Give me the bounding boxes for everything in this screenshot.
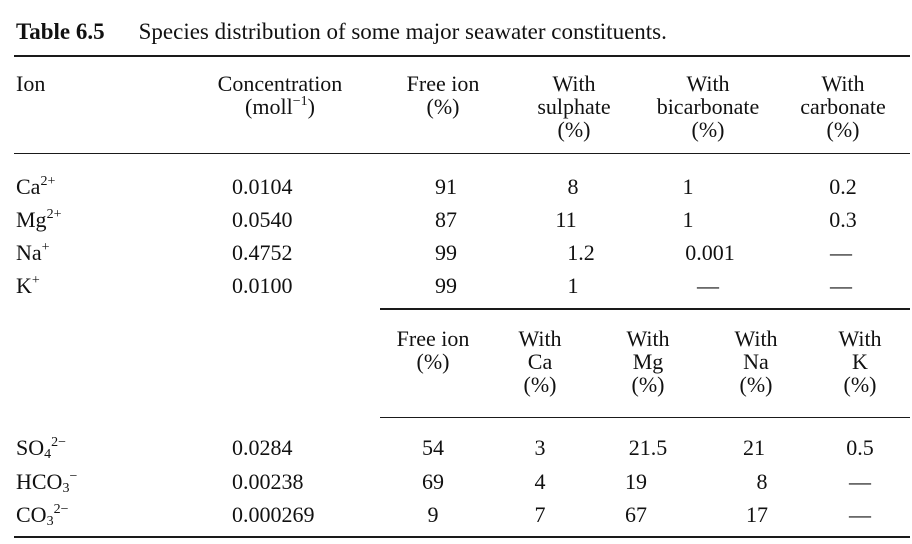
cation-ion-na: Na+ xyxy=(16,240,50,265)
header-with-mg: With Mg (%) xyxy=(626,326,670,397)
cation-free-ion: 91 xyxy=(435,174,457,199)
top-rule xyxy=(14,55,910,57)
anion-with-mg: 19 xyxy=(625,469,647,494)
anion-with-k: — xyxy=(849,469,871,494)
cation-with-sulphate: 1 xyxy=(567,273,579,298)
anion-ion-hco3: $HCO_3^-$ xyxy=(16,469,78,496)
cation-ion-mg: $Mg^{2+}$ xyxy=(16,207,62,232)
header-with-k: With K (%) xyxy=(838,326,882,397)
cation-ion-k: K+ xyxy=(16,273,40,298)
anion-ion-so4: $SO_4^{2-}$ xyxy=(16,435,67,462)
header-free-ion: Free ion (%) xyxy=(406,71,480,119)
table-number: Table 6.5 xyxy=(16,19,105,44)
header-ion: Ion xyxy=(16,71,46,96)
header-with-sulphate: With sulphate (%) xyxy=(537,71,611,142)
bottom-rule xyxy=(14,536,910,538)
anion-free-ion: 69 xyxy=(422,469,444,494)
cation-with-sulphate: 11 xyxy=(555,207,577,232)
header-with-ca: With Ca (%) xyxy=(518,326,562,397)
cation-with-carbonate: 0.3 xyxy=(829,207,857,232)
header-rule xyxy=(14,153,910,154)
anion-concentration: 0.00238 xyxy=(232,469,304,494)
anion-concentration: 0.0284 xyxy=(232,435,293,460)
anion-free-ion: 9 xyxy=(427,502,439,527)
anion-with-ca: 7 xyxy=(534,502,546,527)
anion-concentration: 0.000269 xyxy=(232,502,315,527)
cation-free-ion: 99 xyxy=(435,240,457,265)
cation-free-ion: 99 xyxy=(435,273,457,298)
anion-free-ion: 54 xyxy=(422,435,444,460)
cation-concentration: 0.4752 xyxy=(232,240,293,265)
anion-with-na: 8 xyxy=(756,469,768,494)
cation-concentration: 0.0540 xyxy=(232,207,293,232)
table-title: Species distribution of some major seawater constituents. xyxy=(138,19,667,44)
anion-with-na: 17 xyxy=(746,502,768,527)
header-concentration: Concentration (moll$^{-1}$) xyxy=(217,71,343,119)
anion-with-k: 0.5 xyxy=(846,435,874,460)
anion-with-ca: 3 xyxy=(534,435,546,460)
cation-with-sulphate: 1.2 xyxy=(567,240,595,265)
cation-concentration: 0.0100 xyxy=(232,273,293,298)
anion-section-rule xyxy=(380,308,910,310)
table-caption xyxy=(16,20,667,43)
header-anion-free-ion: Free ion (%) xyxy=(396,326,470,374)
cation-ion-ca: $Ca^{2+}$ xyxy=(16,174,56,199)
cation-with-carbonate: — xyxy=(830,240,852,265)
cation-with-bicarbonate: 0.001 xyxy=(685,240,735,265)
cation-with-carbonate: — xyxy=(830,273,852,298)
header-with-bicarbonate: With bicarbonate (%) xyxy=(656,71,760,142)
anion-header-rule xyxy=(380,417,910,418)
cation-with-sulphate: 8 xyxy=(567,174,579,199)
anion-with-k: — xyxy=(849,502,871,527)
anion-with-mg: 67 xyxy=(625,502,647,527)
anion-with-mg: 21.5 xyxy=(628,435,668,460)
header-with-na: With Na (%) xyxy=(734,326,778,397)
cation-with-bicarbonate: 1 xyxy=(682,207,694,232)
cation-with-carbonate: 0.2 xyxy=(829,174,857,199)
header-with-carbonate: With carbonate (%) xyxy=(800,71,886,142)
anion-with-ca: 4 xyxy=(534,469,546,494)
anion-with-na: 21 xyxy=(743,435,765,460)
cation-with-bicarbonate: 1 xyxy=(682,174,694,199)
cation-concentration: 0.0104 xyxy=(232,174,293,199)
cation-with-bicarbonate: — xyxy=(697,273,719,298)
anion-ion-co3: $CO_3^{2-}$ xyxy=(16,502,69,529)
cation-free-ion: 87 xyxy=(435,207,457,232)
